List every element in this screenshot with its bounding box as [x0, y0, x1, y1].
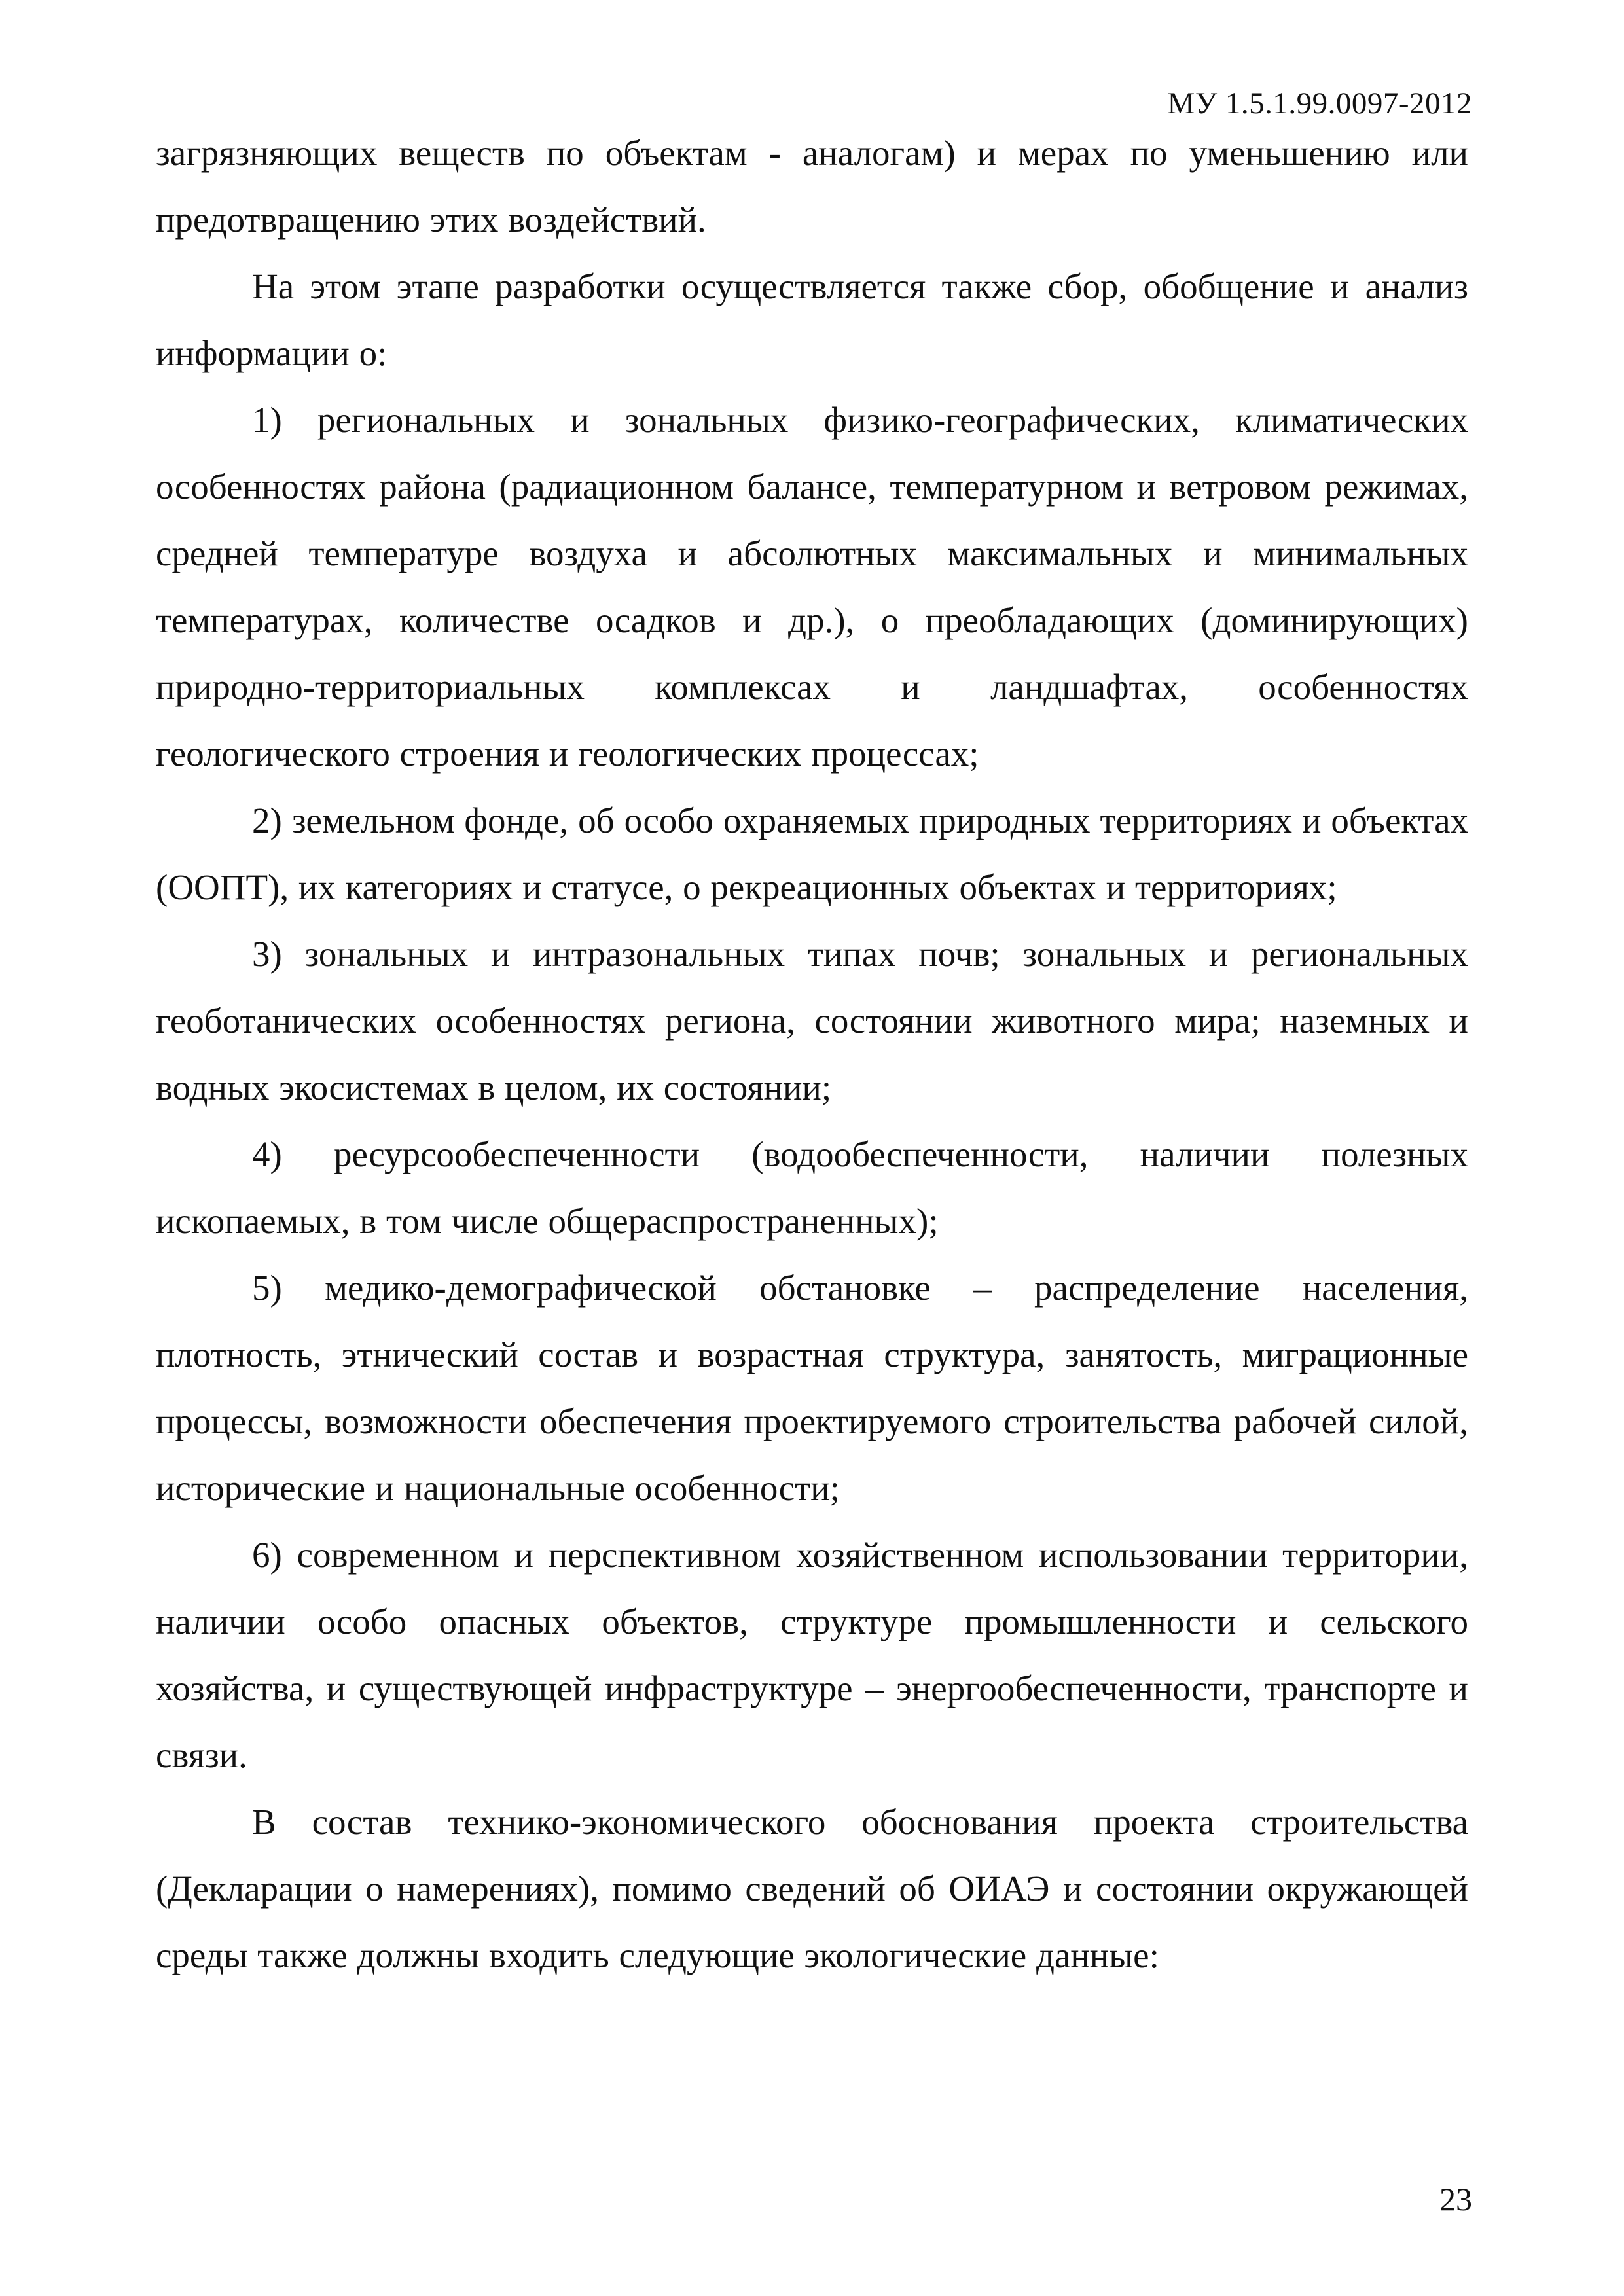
list-item-3: 3) зональных и интразональных типах почв; зональных и региональных геоботанических особенностях региона, состоянии животного мира; наземных и водных экосистемах в целом, их состоянии; — [156, 934, 1468, 1107]
document-code: МУ 1.5.1.99.0097-2012 — [1167, 86, 1472, 120]
list-item-2: 2) земельном фонде, об особо охраняемых природных территориях и объектах (ООПТ), их категориях и статусе, о рекреационных объектах и территориях; — [156, 800, 1468, 907]
paragraph-continuation: загрязняющих веществ по объектам - аналогам) и мерах по уменьшению или предотвращению этих воздействий. — [156, 133, 1468, 240]
body-text — [156, 120, 1468, 1989]
list-item-5: 5) медико-демографической обстановке – распределение населения, плотность, этнический состав и возрастная структура, занятость, миграционные процессы, возможности обеспечения проектируемого строительства рабочей силой, исторические и национальные особенности; — [156, 1268, 1468, 1508]
list-item-6: 6) современном и перспективном хозяйственном использовании территории, наличии особо опасных объектов, структуре промышленности и сельского хозяйства, и существующей инфраструктуре – энергообеспеченности, транспорте и связи. — [156, 1535, 1468, 1775]
list-item-4: 4) ресурсообеспеченности (водообеспеченности, наличии полезных ископаемых, в том числе общераспространенных); — [156, 1134, 1468, 1241]
paragraph-composition: В состав технико-экономического обоснования проекта строительства (Декларации о намерениях), помимо сведений об ОИАЭ и состоянии окружающей среды также должны входить следующие экологические данные: — [156, 1802, 1468, 1975]
page-number: 23 — [1439, 2181, 1472, 2217]
list-item-1: 1) региональных и зональных физико-географических, климатических особенностях района (радиационном балансе, температурном и ветровом режимах, средней температуре воздуха и абсолютных максимальных и минимальных температурах, количестве осадков и др.), о преобладающих (доминирующих) природно-территориальных комплексах и ландшафтах, особенностях геологического строения и геологических процессах; — [156, 400, 1468, 774]
paragraph-intro: На этом этапе разработки осуществляется также сбор, обобщение и анализ информации о: — [156, 266, 1468, 373]
